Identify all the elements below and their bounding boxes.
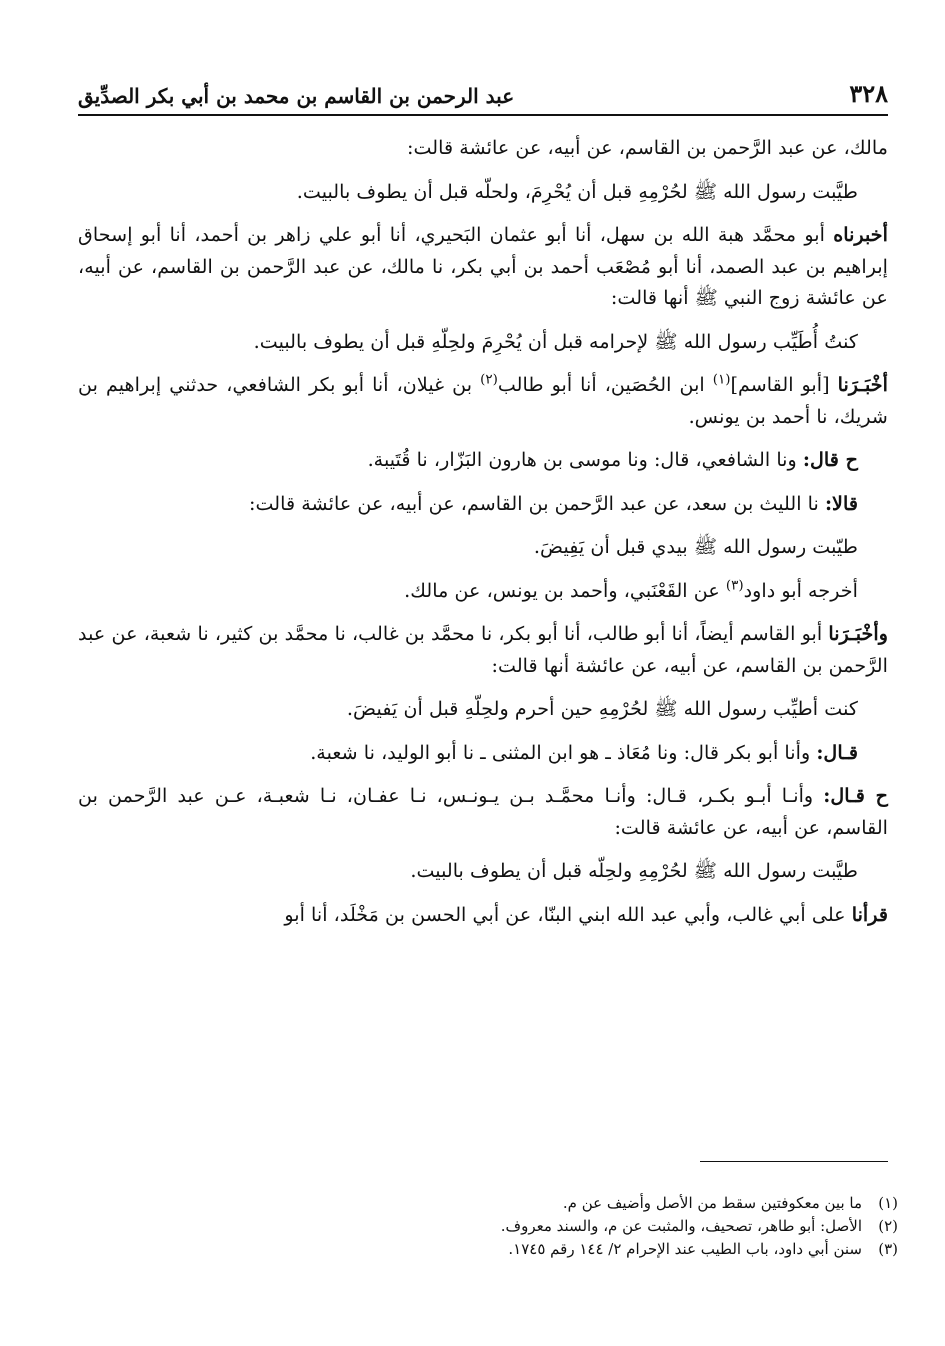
body-text	[78, 132, 888, 942]
hadith-text: كنتُ أُطَيِّب رسول الله ﷺ لإحرامه قبل أن يُحْرِمَ ولحِلّهِ قبل أن يطوف بالبيت.	[253, 329, 858, 353]
chain-keyword: أخبرناه	[833, 223, 888, 246]
chain-keyword: أخْبَـرَنا	[837, 373, 888, 396]
header-rule	[78, 114, 888, 116]
footnote-text: سنن أبي داود، باب الطيب عند الإحرام ٢/ ١٤٤ رقم ١٧٤٥.	[508, 1240, 862, 1258]
hadith-text: طيّبت رسول الله ﷺ بيدي قبل أن يَفِيضَ.	[533, 535, 858, 558]
footnote	[78, 1215, 898, 1238]
isnad-paragraph: قالا: نا الليث بن سعد، عن عبد الرَّحمن بن القاسم، عن أبيه، عن عائشة قالت:	[249, 491, 858, 515]
footnote-text: الأصل: أبو طاهر، تصحيف، والمثبت عن م، والسند معروف.	[500, 1217, 862, 1235]
isnad-paragraph: قرأنا على أبي غالب، وأبي عبد الله ابني البنّا، عن أبي الحسن بن مَخْلَد، أنا أبو	[284, 902, 888, 926]
footnote-number: (١)	[878, 1194, 898, 1212]
isnad-paragraph: أخبرناه أبو محمَّد هبة الله بن سهل، أنا أبو عثمان البَحيري، أنا أبو علي زاهر بن أحمد، أنا أبو إسحاق إبراهيم بن عبد الصمد، أنا أبو مُصْعَب أحمد بن أبي بكر، نا مالك، عن عبد الرَّحمن بن القاسم، عن أبيه، عن عائشة زوج النبي ﷺ أنها قالت:	[78, 223, 888, 309]
footnote-number: (٢)	[878, 1217, 898, 1235]
isnad-paragraph: ح قـال: وأنـا أبـو بكـر، قـال: وأنـا محمَّـد بـن يـونـس، نـا عفـان، نـا شعبـة، عـن عبد الرَّحمن بن القاسم، عن أبيه، عن عائشة قالت:	[78, 784, 888, 839]
takhrij-paragraph: أخرجه أبو داود$^{(٣)}$ عن القَعْنَبي، وأحمد بن يونس، عن مالك.	[404, 578, 858, 602]
page-number: ٣٢٨	[849, 79, 888, 108]
footnote	[78, 1238, 898, 1261]
footnote-number: (٣)	[878, 1240, 898, 1258]
chain-keyword: قـال:	[816, 740, 858, 764]
isnad-paragraph: ح قال: ونا الشافعي، قال: ونا موسى بن هارون البَزّار، نا قُتَيبة.	[367, 448, 858, 471]
hadith-text: طيَّبت رسول الله ﷺ لحُرْمِهِ ولحِلّه قبل أن يطوف بالبيت.	[410, 859, 858, 882]
chain-keyword: ح قال:	[802, 448, 858, 471]
isnad-paragraph: وأخْبَـرَنا أبو القاسم أيضاً، أنا أبو طالب، أنا أبو بكر، نا محمَّد بن غالب، نا محمَّد بن كثير، نا شعبة، عن عبد الرَّحمن بن القاسم، عن أبيه، عن عائشة أنها قالت:	[78, 622, 888, 677]
footnote-rule	[700, 1161, 888, 1162]
footnote-ref: (٢)	[480, 372, 498, 388]
isnad-paragraph: أخْبَـرَنا [أبو القاسم]$^{(١)}$ ابن الحُصَين، أنا أبو طالب$^{(٢)}$ بن غيلان، أنا أبو بكر الشافعي، حدثني إبراهيم بن شريك، نا أحمد بن يونس.	[78, 372, 888, 428]
footnote-ref: (٣)	[725, 578, 744, 594]
footnote-text: ما بين معكوفتين سقط من الأصل وأضيف عن م.	[562, 1194, 862, 1212]
footnotes	[78, 1192, 898, 1261]
paragraph: مالك، عن عبد الرَّحمن بن القاسم، عن أبيه، عن عائشة قالت:	[407, 136, 888, 159]
chain-keyword: وأخْبَـرَنا	[828, 622, 888, 645]
page-header	[78, 72, 888, 108]
hadith-text: طيَّبت رسول الله ﷺ لحُرْمِهِ قبل أن يُحْرِمَ، ولحلّه قبل أن يطوف بالبيت.	[296, 179, 858, 203]
footnote-ref: (١)	[712, 372, 731, 388]
chain-keyword: ح قـال:	[823, 784, 888, 807]
chain-keyword: قالا:	[824, 491, 858, 515]
hadith-text: كنت أطيِّب رسول الله ﷺ لحُرْمِهِ حين أحرم ولحِلّهِ قبل أن يَفيضَ.	[346, 697, 858, 720]
isnad-paragraph: قـال: وأنا أبو بكر قال: ونا مُعَاذ ـ هو ابن المثنى ـ نا أبو الوليد، نا شعبة.	[310, 740, 858, 764]
running-head: عبد الرحمن بن القاسم بن محمد بن أبي بكر الصدِّيق	[78, 84, 515, 108]
footnote	[78, 1192, 898, 1215]
chain-keyword: قرأنا	[851, 902, 888, 926]
